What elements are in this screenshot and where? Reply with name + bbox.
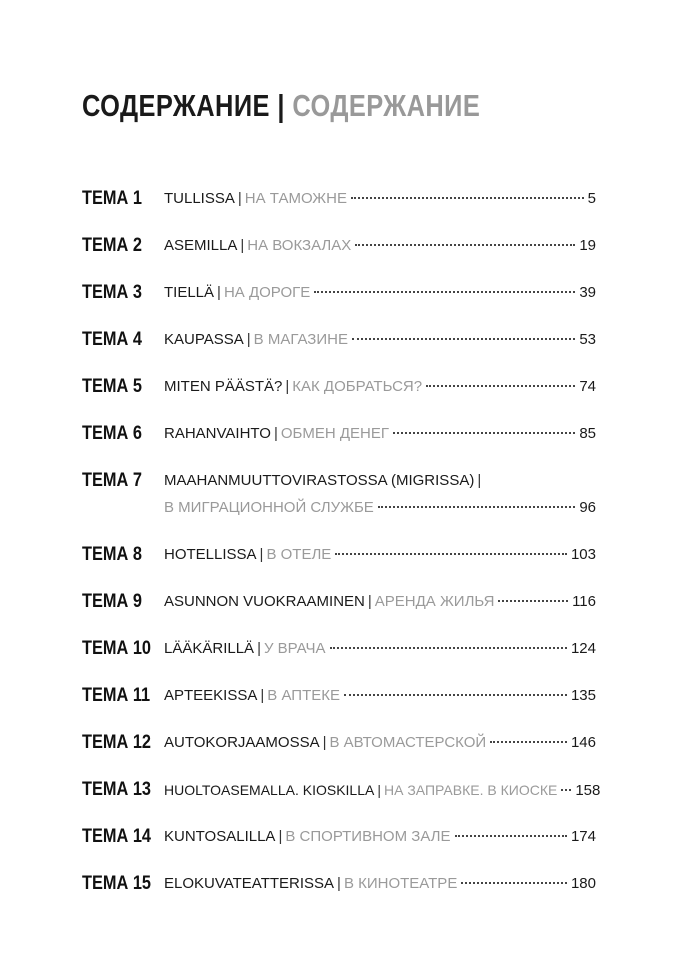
toc-entry-title-fi: ASEMILLA [164, 237, 238, 254]
toc-entry-separator: | [377, 782, 381, 798]
toc-entry-dot-leader [378, 506, 576, 508]
toc-entry-separator: | [278, 828, 283, 845]
toc-entry-body [164, 635, 596, 663]
toc-entry[interactable] [82, 588, 596, 616]
toc-entry-dot-leader [335, 553, 567, 555]
toc-entry-label: ТЕМА 15 [82, 873, 152, 894]
toc-entry-separator: | [285, 378, 290, 395]
toc-entry-body [164, 682, 596, 710]
toc-entry-title-fi: KUNTOSALILLA [164, 828, 276, 845]
toc-entry-label: ТЕМА 3 [82, 282, 142, 303]
toc-entry[interactable] [82, 185, 596, 213]
toc-entry-title-ru: В АПТЕКЕ [267, 687, 340, 704]
toc-entry-dot-leader [314, 291, 575, 293]
toc-entry-title-ru: В ОТЕЛЕ [266, 546, 332, 563]
toc-entry[interactable] [82, 541, 596, 569]
toc-entry-title-fi: AUTOKORJAAMOSSA [164, 734, 320, 751]
toc-entry-label: ТЕМА 6 [82, 423, 142, 444]
toc-entry-page-number: 146 [570, 734, 596, 751]
toc-entry-label: ТЕМА 14 [82, 826, 152, 847]
toc-entry-title-fi: KAUPASSA [164, 331, 244, 348]
toc-entry-page-number: 135 [570, 687, 596, 704]
toc-entry-title-fi: ASUNNON VUOKRAAMINEN [164, 593, 365, 610]
toc-entry-page-number: 174 [570, 828, 596, 845]
page-title-fi: СОДЕРЖАНИЕ [82, 88, 270, 123]
toc-entry-body [164, 420, 596, 448]
toc-entry-line-continued [164, 494, 596, 522]
page-title-separator: | [277, 88, 285, 123]
toc-entry-line [164, 232, 596, 260]
toc-entry-separator: | [240, 237, 245, 254]
toc-entry[interactable] [82, 682, 596, 710]
toc-entry[interactable] [82, 279, 596, 307]
toc-entry-page-number: 103 [570, 546, 596, 563]
toc-entry-dot-leader [355, 244, 575, 246]
toc-entry-page-number: 158 [575, 782, 601, 799]
toc-entry-dot-leader [498, 600, 568, 602]
toc-entry-title-fi: HUOLTOASEMALLA. KIOSKILLA [164, 782, 375, 798]
toc-entry-title-fi: MAAHANMUUTTOVIRASTOSSA (MIGRISSA) [164, 472, 475, 489]
toc-entry-title-fi: APTEEKISSA [164, 687, 258, 704]
toc-entry-label: ТЕМА 5 [82, 376, 142, 397]
toc-entry-title-ru: НА ДОРОГЕ [223, 284, 311, 301]
toc-entry-title-ru: НА ЗАПРАВКЕ. В КИОСКЕ [383, 782, 558, 798]
toc-entry-line [164, 776, 601, 805]
page-title [82, 84, 480, 128]
toc-entry-line [164, 373, 596, 401]
toc-entry-line [164, 870, 596, 898]
toc-entry-title-ru: КАК ДОБРАТЬСЯ? [292, 378, 423, 395]
toc-entry-separator: | [273, 425, 278, 442]
toc-entry-page-number: 5 [587, 190, 596, 207]
toc-entry-line [164, 823, 596, 851]
toc-entry[interactable] [82, 635, 596, 663]
toc-entry-title-ru: В МИГРАЦИОННОЙ СЛУЖБЕ [164, 499, 374, 516]
toc-entry-line [164, 279, 596, 307]
toc-entry-line [164, 729, 596, 757]
toc-entry-line [164, 682, 596, 710]
toc-entry-dot-leader [561, 789, 571, 791]
toc-entry-page-number: 180 [570, 875, 596, 892]
toc-entry-label: ТЕМА 2 [82, 235, 142, 256]
toc-entry-dot-leader [393, 432, 575, 434]
toc-entry[interactable] [82, 373, 596, 401]
toc-entry-line [164, 326, 596, 354]
toc-entry-body [164, 823, 596, 851]
toc-entry-title-ru: НА ТАМОЖНЕ [244, 190, 347, 207]
toc-entry-title-ru: АРЕНДА ЖИЛЬЯ [374, 593, 495, 610]
toc-entry-dot-leader [455, 835, 567, 837]
toc-entry-body [164, 232, 596, 260]
toc-entry-line [164, 185, 596, 213]
toc-entry-page-number: 19 [579, 237, 596, 254]
toc-entry-separator: | [260, 687, 265, 704]
toc-entry-body [164, 279, 596, 307]
toc-entry-separator: | [246, 331, 251, 348]
toc-entry-body [164, 326, 596, 354]
toc-entry-page-number: 96 [579, 499, 596, 516]
toc-entry-separator: | [322, 734, 327, 751]
toc-entry-title-fi: TULLISSA [164, 190, 235, 207]
toc-entry-label: ТЕМА 12 [82, 732, 152, 753]
toc-entry-label: ТЕМА 11 [82, 685, 151, 706]
toc-entry-dot-leader [461, 882, 567, 884]
toc-entry-separator: | [477, 472, 482, 489]
toc-entry-line [164, 588, 596, 616]
toc-entry-dot-leader [351, 197, 584, 199]
toc-entry[interactable] [82, 729, 596, 757]
toc-entry[interactable] [82, 420, 596, 448]
toc-entry[interactable] [82, 823, 596, 851]
toc-entry-body [164, 373, 596, 401]
toc-entry-body [164, 870, 596, 898]
toc-entry-dot-leader [330, 647, 567, 649]
toc-entry-title-ru: В АВТОМАСТЕРСКОЙ [329, 734, 487, 751]
toc-entry-line [164, 635, 596, 663]
toc-entry-page-number: 39 [579, 284, 596, 301]
toc-entry-title-fi: TIELLÄ [164, 284, 215, 301]
toc-entry[interactable] [82, 232, 596, 260]
toc-entry-body [164, 541, 596, 569]
toc-entry-dot-leader [490, 741, 567, 743]
toc-entry-page-number: 74 [579, 378, 596, 395]
toc-entry-body [164, 588, 596, 616]
toc-entry[interactable] [82, 326, 596, 354]
toc-entry[interactable] [82, 467, 596, 522]
page-title-ru: СОДЕРЖАНИЕ [292, 88, 481, 123]
toc-entry-label: ТЕМА 9 [82, 591, 142, 612]
toc-entry-body [164, 776, 601, 805]
toc-entry[interactable] [82, 776, 601, 805]
toc-entry-title-ru: В МАГАЗИНЕ [253, 331, 348, 348]
toc-entry-separator: | [259, 546, 264, 563]
toc-entry-separator: | [367, 593, 372, 610]
toc-entry-title-ru: В СПОРТИВНОМ ЗАЛЕ [285, 828, 451, 845]
toc-entry-dot-leader [426, 385, 575, 387]
toc-entry-line [164, 541, 596, 569]
toc-entry-separator: | [237, 190, 242, 207]
toc-entry-separator: | [217, 284, 221, 301]
toc-entry-page-number: 85 [579, 425, 596, 442]
toc-entry-title-fi: MITEN PÄÄSTÄ? [164, 378, 283, 395]
toc-entry-separator: | [257, 640, 261, 657]
toc-entry-title-ru: У ВРАЧА [263, 640, 326, 657]
toc-entry-label: ТЕМА 13 [82, 779, 152, 800]
toc-entry-label: ТЕМА 8 [82, 544, 142, 565]
toc-entry-title-ru: НА ВОКЗАЛАХ [247, 237, 352, 254]
toc-entry-body [164, 185, 596, 213]
toc-entry-title-ru: ОБМЕН ДЕНЕГ [280, 425, 390, 442]
toc-entry-dot-leader [344, 694, 567, 696]
toc-entry-page-number: 53 [579, 331, 596, 348]
toc-entry-title-fi: HOTELLISSA [164, 546, 257, 563]
toc-entry-title-ru: В КИНОТЕАТРЕ [343, 875, 458, 892]
toc-entry-title-fi: ELOKUVATEATTERISSA [164, 875, 335, 892]
toc-entry-line [164, 420, 596, 448]
toc-entry-title-fi: LÄÄKÄRILLÄ [164, 640, 255, 657]
toc-entry-title-fi: RAHANVAIHTO [164, 425, 271, 442]
toc-entry-page-number: 124 [570, 640, 596, 657]
toc-entry-label: ТЕМА 4 [82, 329, 142, 350]
toc-entry-page-number: 116 [572, 593, 596, 610]
toc-entry-dot-leader [352, 338, 575, 340]
toc-entry-body [164, 467, 596, 522]
toc-entry-line [164, 467, 596, 495]
toc-entry-label: ТЕМА 7 [82, 470, 142, 491]
toc-entry-label: ТЕМА 1 [82, 188, 142, 209]
toc-entry-label: ТЕМА 10 [82, 638, 152, 659]
toc-entry[interactable] [82, 870, 596, 898]
toc-entry-body [164, 729, 596, 757]
toc-entry-separator: | [337, 875, 341, 892]
